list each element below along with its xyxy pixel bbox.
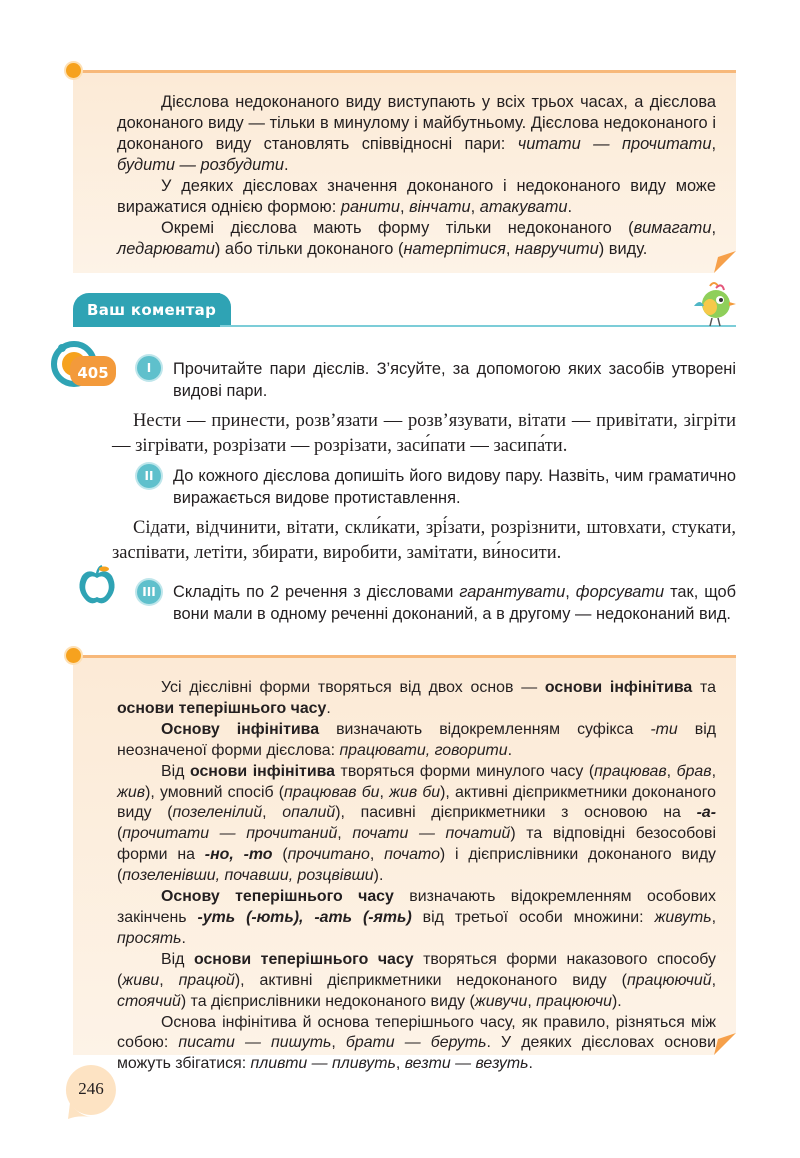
- rule-paragraph: Дієслова недоконаного виду виступають у всіх трьох часах, а дієслова доконаного виду — тільки в минулому і майбутньому. Дієслова недоконаного і доконаного виду становлять співвідносні пари: читати — прочитати, будити — розбудити.: [117, 93, 716, 174]
- rule-paragraph: Основу теперішнього часу визначають відокремленням особових закінчень -уть (-ють), -ать (-ять) від третьої особи множини: живуть, просять.: [117, 888, 716, 947]
- rule-paragraph: Від основи теперішнього часу творяться форми наказового способу (живи, працюй), активні дієприкметники недоконаного виду (працюючий, стоячий) та дієприслівники недоконаного виду (живучи, працюючи).: [117, 950, 716, 1010]
- rule-paragraph: Усі дієслівні форми творяться від двох основ — основи інфінітива та основи теперішнього часу.: [117, 679, 716, 717]
- bird-icon: [690, 280, 736, 330]
- task-3-text: Складіть по 2 речення з дієсловами гарантувати, форсувати так, щоб вони мали в одному реченні доконаний, а в другому — недоконаний вид.: [173, 583, 737, 623]
- rule-box-bottom: [73, 655, 736, 1073]
- apple-icon: [76, 564, 118, 608]
- verb-list: Сідати, відчинити, вітати, скли́кати, зрі́зати, розрізнити, штовхати, стукати, заспівати, летіти, збирати, виробити, замітати, ви́носити.: [112, 518, 736, 563]
- divider: [220, 325, 736, 327]
- rule-paragraph: Від основи інфінітива творяться форми минулого часу (працював, брав, жив), умовний спосіб (працював би, жив би), активні дієприкметники доконаного виду (позеленілий, опалий), пасивні дієприкметники з основою на -а- (прочитати — прочитаний, почати — початий) та відповідні безособові форми на -но, -то (прочитано, почато) і дієприслівники доконаного виду (позеленівши, почавши, розцвівши).: [117, 762, 716, 885]
- task-marker-3: III: [137, 580, 161, 604]
- rule-text: [117, 92, 716, 260]
- rule-box-border: [73, 70, 736, 73]
- task-marker-1: I: [137, 356, 161, 380]
- page-number: 246: [78, 1079, 104, 1098]
- rule-paragraph: Окремі дієслова мають форму тільки недоконаного (вимагати, ледарювати) або тільки доконаного (натерпітися, навручити) виду.: [117, 219, 716, 258]
- task-1-text: Прочитайте пари дієслів. З’ясуйте, за допомогою яких засобів утворені видові пари.: [173, 360, 736, 400]
- task-2-text: До кожного дієслова допишіть його видову пару. Назвіть, чим граматично виражається видове протиставлення.: [173, 467, 736, 507]
- comment-header: [73, 290, 736, 330]
- folded-corner-icon: [714, 1033, 736, 1055]
- orange-dot-icon: [66, 648, 81, 663]
- rule-box-border: [73, 655, 736, 658]
- exercise-number: 405: [77, 364, 109, 382]
- task-marker-2: II: [137, 464, 161, 488]
- orange-dot-icon: [66, 63, 81, 78]
- rule-paragraph: Основу інфінітива визначають відокремленням суфікса -ти від неозначеної форми дієслова: працювати, говорити.: [117, 720, 716, 759]
- word-pairs: Нести — принести, розв’язати — розв’язувати, вітати — привітати, зігріти — зігрівати, розрізати — розрізати, заси́пати — засипа́ти.: [112, 411, 736, 456]
- comment-title: Ваш коментар: [87, 301, 217, 319]
- folded-corner-icon: [714, 251, 736, 273]
- rule-paragraph: Основа інфінітива й основа теперішнього часу, як правило, різняться між собою: писати — пишуть, брати — беруть. У деяких дієсловах основи можуть збігатися: пливти — пливуть, везти — везуть.: [117, 1013, 716, 1073]
- rule-paragraph: У деяких дієсловах значення доконаного і недоконаного виду може виражатися однією формою: ранити, вінчати, атакувати.: [117, 177, 716, 216]
- page-number-badge: [64, 1063, 118, 1119]
- rule-text: [117, 678, 716, 1075]
- rule-box-top: [73, 70, 736, 273]
